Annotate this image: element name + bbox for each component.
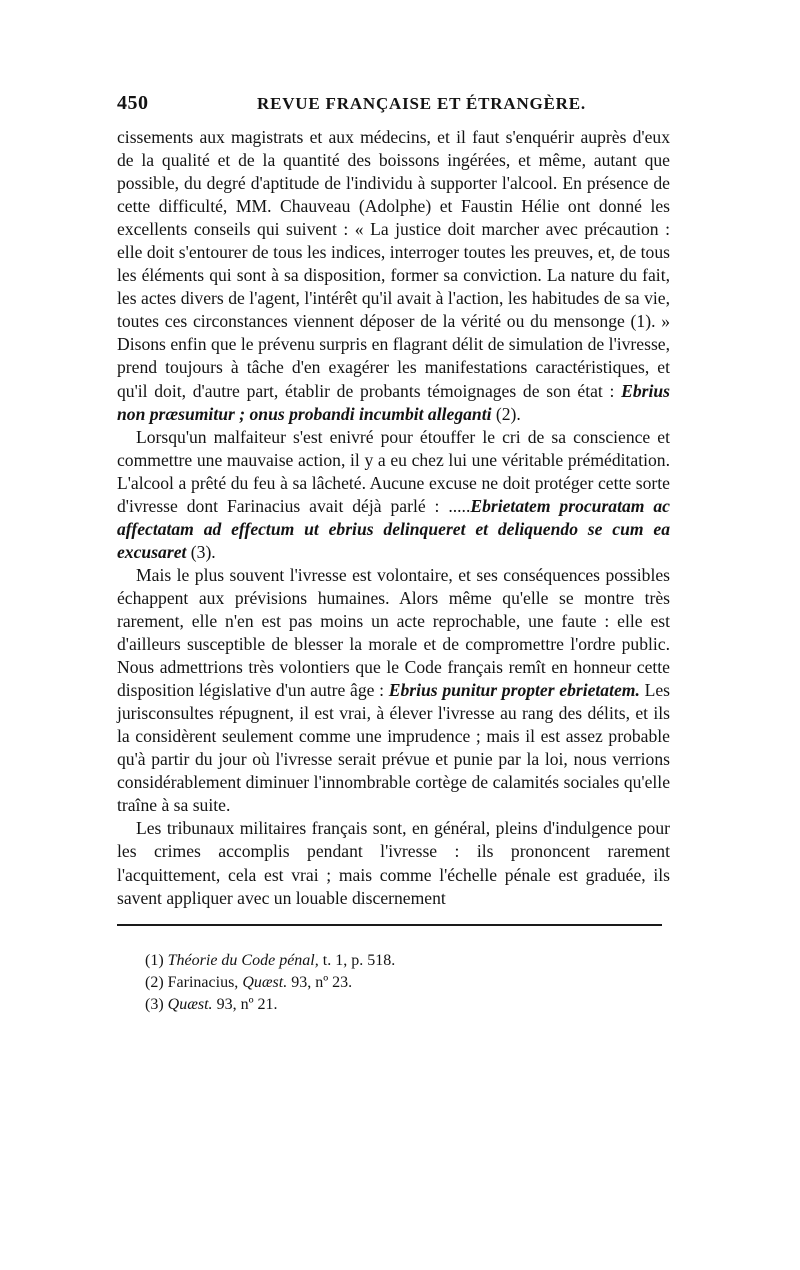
- paragraph-3-text-end: Les jurisconsultes répugnent, il est vrai, à élever l'ivresse au rang des délits, et ils la considèrent seulement comme une imprudence ; mais il est assez probable qu'à partir du jour où l'ivresse serait prévue et punie par la loi, nous verrions considérablement diminuer l'innombrable cortège de calamités sociales qu'elle traîne à sa suite.: [117, 680, 670, 816]
- paragraph-1-latin-quote: Ebrius non præsumitur ; onus probandi incumbit alleganti: [117, 380, 670, 424]
- paragraph-2-latin-quote: Ebrietatem procuratam ac affectatam ad effectum ut ebrius delinqueret et deliquendo se cum ea excusaret: [117, 495, 670, 562]
- paragraph-3-latin-quote: Ebrius punitur propter ebrietatem.: [388, 680, 640, 701]
- page-number: 450: [117, 92, 149, 114]
- footnote-1-ref: t. 1, p. 518.: [318, 951, 396, 969]
- footnote-1-title: Théorie du Code pénal,: [167, 951, 319, 969]
- footnote-3: [145, 994, 670, 1016]
- footnote-3-ref: 93, nº 21.: [212, 995, 278, 1013]
- paragraph-2-note-ref: (3).: [186, 541, 216, 562]
- footnote-3-title: Quæst.: [167, 995, 213, 1013]
- paragraph-1: [117, 126, 670, 426]
- paragraph-4: [117, 817, 670, 909]
- paragraph-3: [117, 564, 670, 818]
- paragraph-2-text: Lorsqu'un malfaiteur s'est enivré pour étouffer le cri de sa conscience et commettre une mauvaise action, il y a eu chez lui une véritable préméditation. L'alcool a prêté du feu à sa lâcheté. Aucune excuse ne doit protéger cette sorte d'ivresse dont Farinacius avait déjà parlé : .....: [117, 426, 670, 516]
- footnote-2-number: (2): [145, 973, 164, 991]
- paragraph-3-text: Mais le plus souvent l'ivresse est volontaire, et ses conséquences possibles échappent aux prévisions humaines. Alors même qu'elle se montre très rarement, elle n'en est pas moins un acte reprochable, une faute : elle est d'ailleurs susceptible de blesser la morale et de compromettre l'ordre public. Nous admettrions très volontiers que le Code français remît en honneur cette disposition législative d'un autre âge :: [117, 564, 670, 701]
- footnote-1-number: (1): [145, 951, 164, 969]
- paragraph-4-text: Les tribunaux militaires français sont, en général, pleins d'indulgence pour les crimes accomplis pendant l'ivresse : ils prononcent rarement l'acquittement, cela est vrai ; mais comme l'échelle pénale est graduée, ils savent appliquer avec un louable discernement: [117, 818, 670, 908]
- footnote-3-number: (3): [145, 995, 164, 1013]
- journal-title: REVUE FRANÇAISE ET ÉTRANGÈRE.: [257, 94, 586, 113]
- footnote-1: [145, 950, 670, 972]
- footnote-2-ref: 93, nº 23.: [287, 973, 353, 991]
- footnote-2: [145, 972, 670, 994]
- footnote-2-author: Farinacius,: [167, 973, 243, 991]
- paragraph-1-note-ref: (2).: [491, 403, 521, 424]
- paragraph-2: [117, 426, 670, 564]
- body-text: [117, 126, 670, 910]
- book-page: [117, 92, 670, 1016]
- footnotes: [117, 950, 670, 1016]
- paragraph-1-text: cissements aux magistrats et aux médecins, et il faut s'enquérir auprès d'eux de la qualité et de la quantité des boissons ingérées, et même, autant que possible, du degré d'aptitude de l'individu à supporter l'alcool. En présence de cette difficulté, MM. Chauveau (Adolphe) et Faustin Hélie ont donné les excellents conseils qui suivent : « La justice doit marcher avec précaution : elle doit s'entourer de tous les indices, interroger toutes les preuves, et, de tous les éléments qui sont à sa disposition, former sa conviction. La nature du fait, les actes divers de l'agent, l'intérêt qu'il avait à l'action, les habitudes de sa vie, toutes ces circonstances viennent déposer de la vérité ou du mensonge (1). » Disons enfin que le prévenu surpris en flagrant délit de simulation de l'ivresse, prend toujours à tâche d'en exagérer les manifestations caractéristiques, et qu'il doit, d'autre part, établir de probants témoignages de son état :: [117, 127, 670, 401]
- footnote-2-title: Quæst.: [242, 973, 288, 991]
- running-head: [117, 92, 670, 126]
- footnote-rule: [117, 924, 662, 926]
